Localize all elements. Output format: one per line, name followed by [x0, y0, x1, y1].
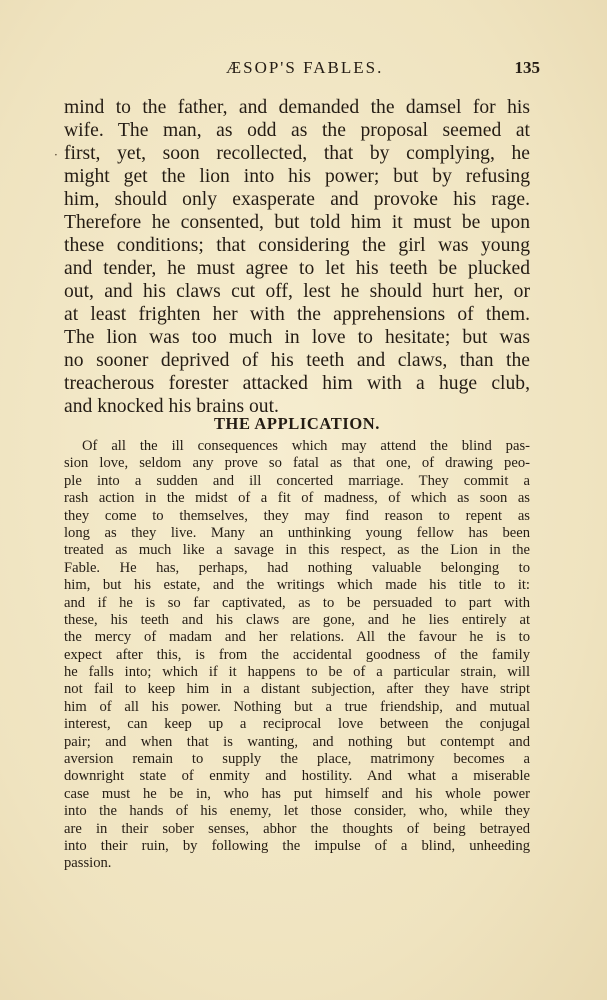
fable-line: out, and his claws cut off, lest he should hurt her, or — [64, 281, 530, 302]
fable-line: The lion was too much in love to hesitate; but was — [64, 327, 530, 348]
application-line: ple into a sudden and ill concerted marriage. They commit a — [64, 472, 530, 489]
application-text — [64, 438, 530, 873]
fable-text — [64, 96, 530, 418]
fable-line: at least frighten her with the apprehensions of them. — [64, 304, 530, 325]
fable-line: mind to the father, and demanded the damsel for his — [64, 97, 530, 118]
application-line: aversion remain to supply the place, matrimony becomes a — [64, 751, 530, 768]
application-line: treated as much like a savage in this respect, as the Lion in the — [64, 542, 530, 559]
application-line: him, but his estate, and the writings which made his title to it: — [64, 577, 530, 594]
application-line: are in their sober senses, abhor the thoughts of being betrayed — [64, 820, 530, 837]
application-line: downright state of enmity and hostility. And what a miserable — [64, 768, 530, 785]
fable-line: treacherous forester attacked him with a huge club, — [64, 373, 530, 394]
application-line: and if he is so far captivated, as to be persuaded to part with — [64, 594, 530, 611]
application-line: passion. — [64, 855, 112, 872]
application-line: pair; and when that is wanting, and nothing but contempt and — [64, 733, 530, 750]
application-line: sion love, seldom any prove so fatal as that one, of drawing peo- — [64, 455, 530, 472]
fable-line: might get the lion into his power; but by refusing — [64, 166, 530, 187]
application-line: rash action in the midst of a fit of madness, of which as soon as — [64, 490, 530, 507]
application-line: long as they live. Many an unthinking young fellow has been — [64, 524, 530, 541]
margin-mark: · — [54, 148, 58, 162]
fable-line: first, yet, soon recollected, that by complying, he — [64, 143, 530, 164]
application-line: these, his teeth and his claws are gone, and he lies entirely at — [64, 611, 530, 628]
application-line: not fail to keep him in a distant subjection, after they have stript — [64, 681, 530, 698]
application-line: Fable. He has, perhaps, had nothing valuable belonging to — [64, 559, 530, 576]
application-line: case must he be in, who has put himself and his whole power — [64, 785, 530, 802]
fable-line: no sooner deprived of his teeth and claws, than the — [64, 350, 530, 371]
running-head — [200, 58, 540, 82]
application-line: he falls into; which if it happens to be of a particular strain, will — [64, 664, 530, 681]
page-number: 135 — [514, 58, 540, 77]
application-line: Of all the ill consequences which may attend the blind pas- — [82, 438, 530, 454]
fable-line: these conditions; that considering the girl was young — [64, 235, 530, 256]
fable-line: him, should only exasperate and provoke his rage. — [64, 189, 530, 210]
fable-line: Therefore he consented, but told him it must be upon — [64, 212, 530, 233]
application-line: they come to themselves, they may find reason to repent as — [64, 507, 530, 524]
application-line: into the hands of his enemy, let those consider, who, while they — [64, 803, 530, 820]
application-line: interest, can keep up a reciprocal love between the conjugal — [64, 716, 530, 733]
application-line: the mercy of madam and her relations. All the favour he is to — [64, 629, 530, 646]
application-line: him of all his power. Nothing but a true friendship, and mutual — [64, 698, 530, 715]
fable-line: and tender, he must agree to let his teeth be plucked — [64, 258, 530, 279]
application-heading: THE APPLICATION. — [213, 414, 381, 433]
running-title: ÆSOP'S FABLES. — [226, 58, 384, 77]
fable-line: wife. The man, as odd as the proposal seemed at — [64, 120, 530, 141]
application-line: expect after this, is from the accidental goodness of the family — [64, 646, 530, 663]
application-line: into their ruin, by following the impulse of a blind, unheeding — [64, 837, 530, 854]
fable-line: and knocked his brains out. — [64, 396, 279, 417]
